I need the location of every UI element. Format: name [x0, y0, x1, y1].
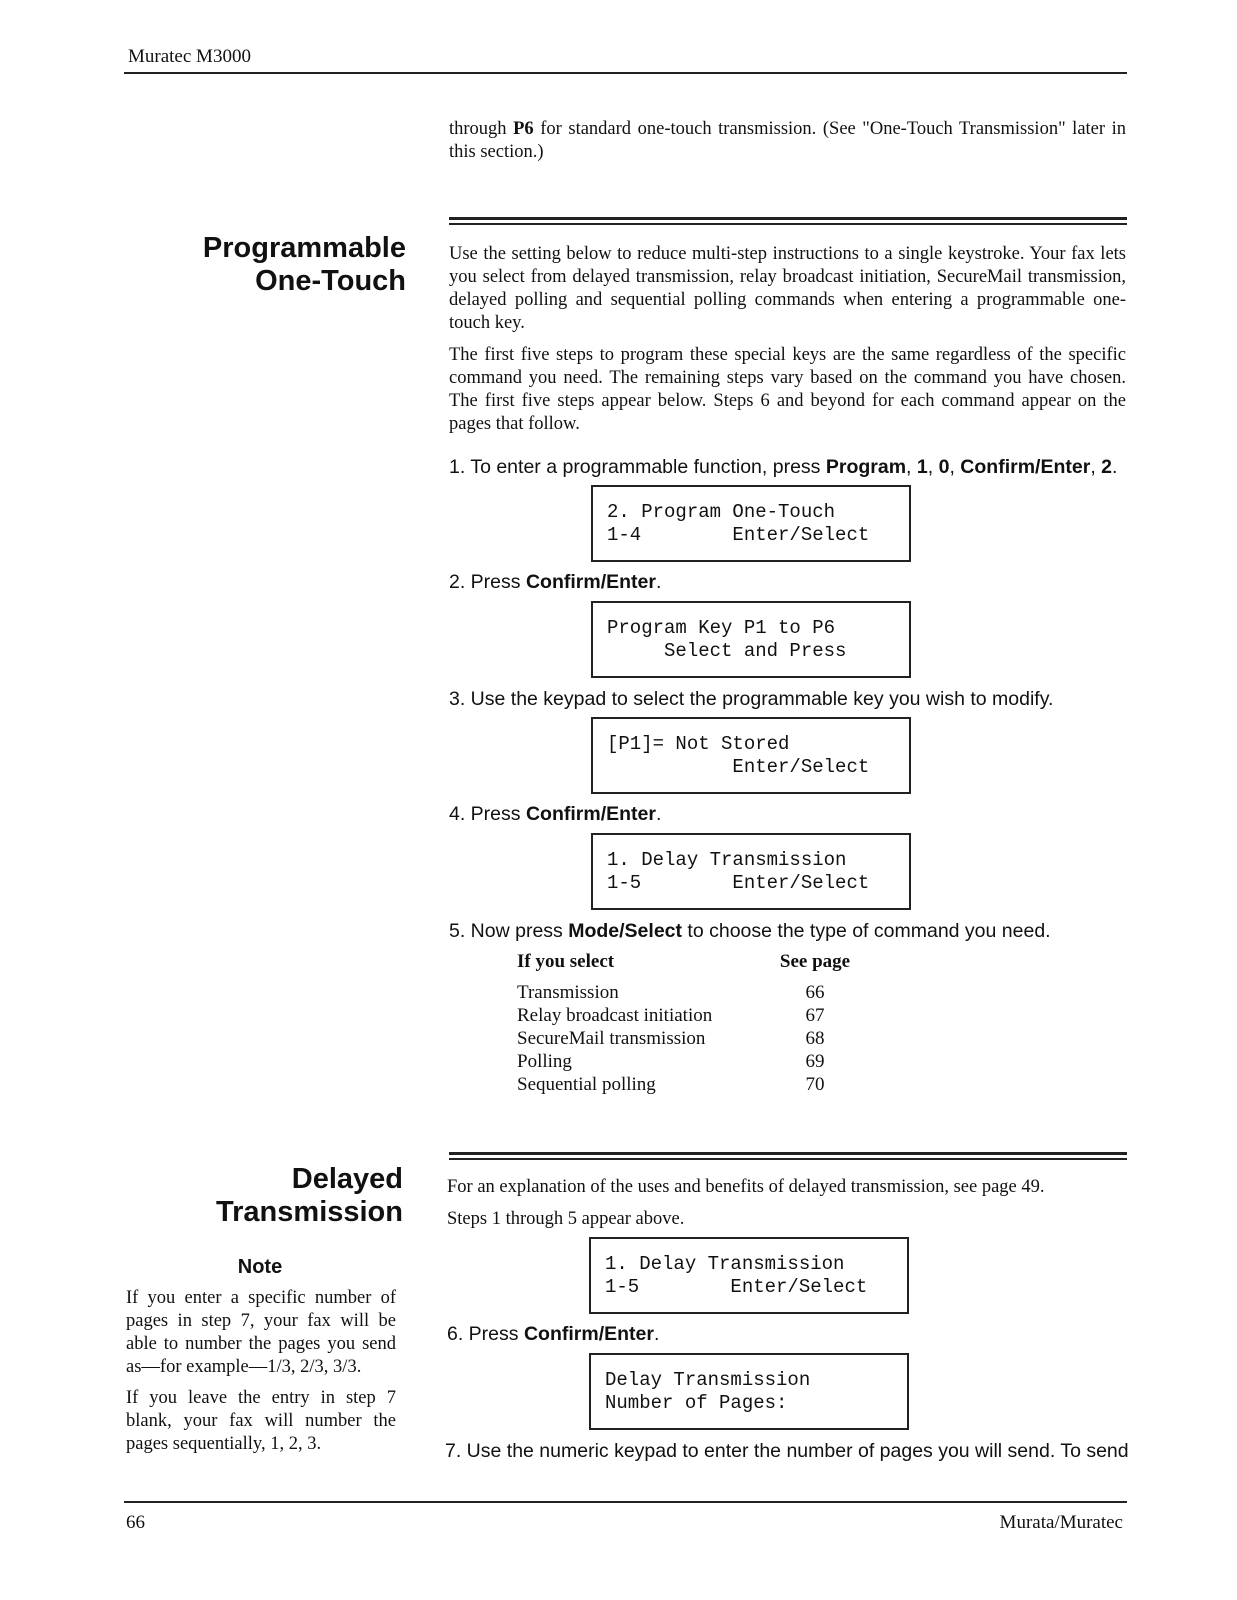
section1-body	[449, 243, 1126, 445]
lcd-line: 1-5 Enter/Select	[607, 872, 870, 894]
lcd-line: 1. Delay Transmission	[607, 849, 847, 871]
intro-paragraph	[449, 118, 1126, 164]
lcd-line: Number of Pages:	[605, 1392, 788, 1414]
footer-rule	[124, 1501, 1127, 1503]
section1-paragraph-1: Use the setting below to reduce multi-step instructions to a single keystroke. Your fax lets you select from delayed transmission, relay broadcast initiation, SecureMail transmission, delayed polling and sequential polling commands when entering a programmable one-touch key.	[449, 244, 1126, 333]
step-3: 3. Use the keypad to select the programmable key you wish to modify.	[449, 688, 1054, 710]
table-header: If you select See page	[517, 951, 851, 972]
lcd-display-1	[591, 485, 911, 562]
lcd-line: Delay Transmission	[605, 1369, 811, 1391]
section-title-delayed-transmission: Delayed Transmission	[216, 1163, 403, 1228]
section-title-programmable-one-touch	[150, 232, 406, 298]
command-page-table	[517, 950, 855, 1096]
note-body	[126, 1287, 396, 1464]
section2-paragraph-1: For an explanation of the uses and benefits of delayed transmission, see page 49.	[447, 1177, 1045, 1197]
table-row: Transmission 66	[517, 982, 825, 1003]
step-1: 1. To enter a programmable function, press Program, 1, 0, Confirm/Enter, 2.	[449, 456, 1118, 478]
section2-paragraph-2: Steps 1 through 5 appear above.	[447, 1209, 685, 1229]
note-paragraph-2: If you leave the entry in step 7 blank, your fax will number the pages sequentially, 1, 2, 3.	[126, 1388, 396, 1454]
section-rule-delayed	[449, 1152, 1127, 1160]
step-6: 6. Press Confirm/Enter.	[447, 1323, 660, 1345]
lcd-line: 1-5 Enter/Select	[605, 1276, 868, 1298]
note-paragraph-1: If you enter a specific number of pages in step 7, your fax will be able to number the pages you send as—for example—1/3, 2/3, 3/3.	[126, 1288, 396, 1377]
lcd-line: Enter/Select	[607, 756, 870, 778]
step-5: 5. Now press Mode/Select to choose the type of command you need.	[449, 920, 1051, 942]
section-title-line1: Programmable	[202, 232, 406, 264]
intro-text-end: for standard one-touch transmission. (See "One-Touch Transmission" later in this section.)	[449, 119, 1126, 162]
step-4: 4. Press Confirm/Enter.	[449, 803, 662, 825]
section1-paragraph-2: The first five steps to program these special keys are the same regardless of the specific command you need. The remaining steps vary based on the command you have chosen. The first five steps appear below. Steps 6 and beyond for each command appear on the pages that follow.	[449, 345, 1126, 434]
header-rule	[124, 72, 1127, 74]
lcd-display-3	[591, 717, 911, 794]
lcd-line: 2. Program One-Touch	[607, 501, 836, 523]
lcd-line: 1. Delay Transmission	[605, 1253, 845, 1275]
lcd-line: Select and Press	[607, 640, 847, 662]
table-row: SecureMail transmission 68	[517, 1028, 825, 1049]
page-number: 66	[126, 1512, 145, 1533]
section-title-line2: One-Touch	[255, 265, 406, 297]
running-header: Muratec M3000	[128, 46, 251, 67]
table-row: Polling 69	[517, 1051, 825, 1072]
step-2: 2. Press Confirm/Enter.	[449, 571, 662, 593]
section2-body	[447, 1176, 1124, 1240]
footer-brand: Murata/Muratec	[999, 1512, 1123, 1533]
section-rule-programmable	[449, 217, 1127, 225]
intro-text-start: through	[449, 119, 514, 139]
note-title: Note	[237, 1256, 283, 1278]
lcd-display-5	[589, 1237, 909, 1314]
step-7: 7. Use the numeric keypad to enter the number of pages you will send. To send	[445, 1440, 1129, 1462]
intro-bold-key: P6	[513, 119, 534, 139]
lcd-display-4	[591, 833, 911, 910]
lcd-line: Program Key P1 to P6	[607, 617, 836, 639]
lcd-line: [P1]= Not Stored	[607, 733, 790, 755]
lcd-display-6	[589, 1353, 909, 1430]
table-row: Sequential polling 70	[517, 1074, 825, 1095]
lcd-display-2	[591, 601, 911, 678]
lcd-line: 1-4 Enter/Select	[607, 524, 870, 546]
table-row: Relay broadcast initiation 67	[517, 1005, 825, 1026]
